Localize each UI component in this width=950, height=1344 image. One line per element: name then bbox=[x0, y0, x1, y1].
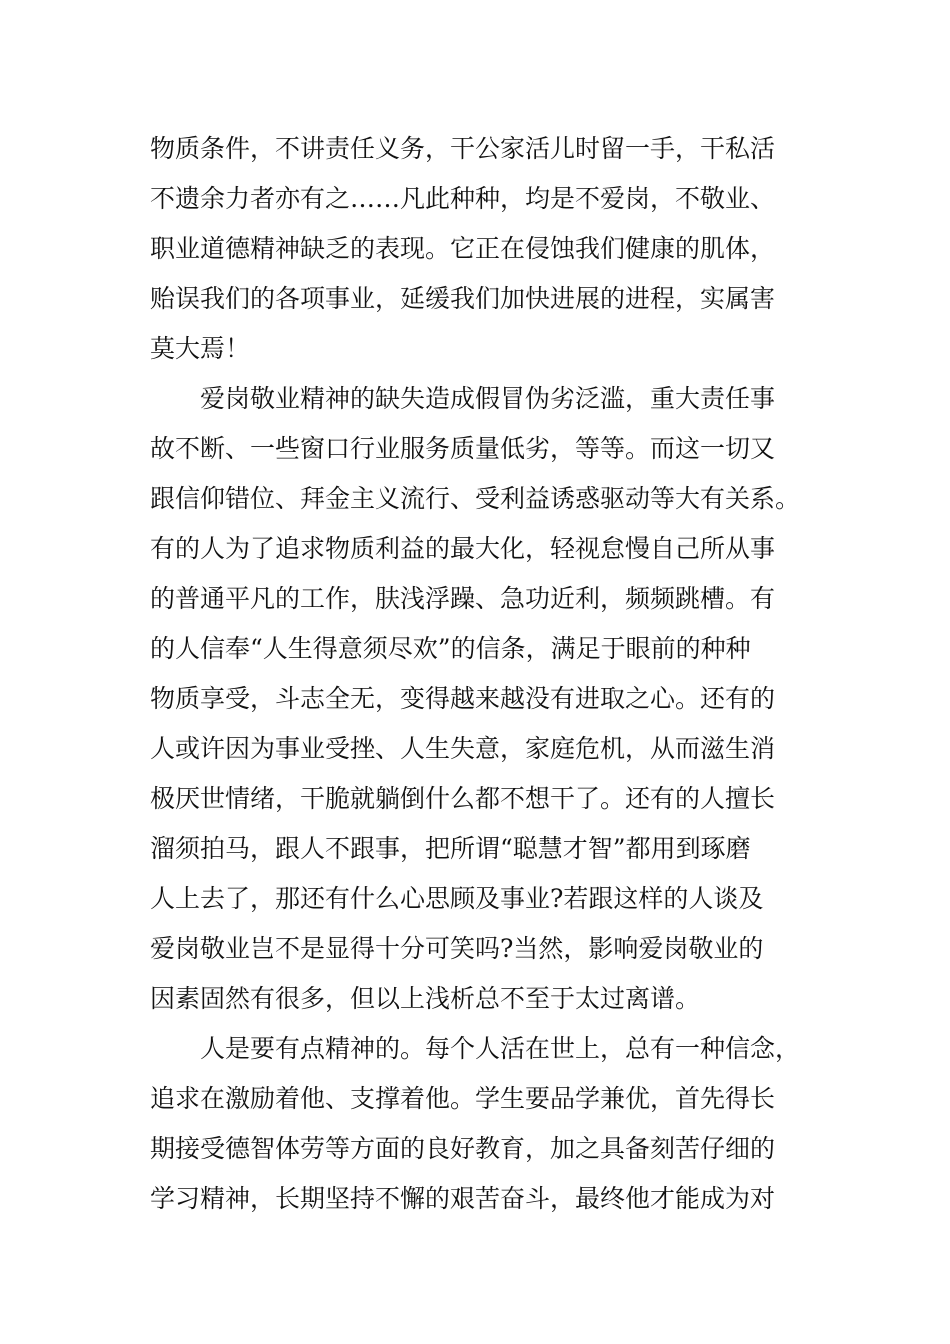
text-line: 跟信仰错位、拜金主义流行、受利益诱惑驱动等大有关系。 bbox=[150, 484, 801, 513]
text-line: 学习精神，长期坚持不懈的艰苦奋斗，最终他才能成为对 bbox=[150, 1184, 776, 1213]
text-line: 因素固然有很多，但以上浅析总不至于太过离谱。 bbox=[150, 984, 701, 1013]
text-line: 职业道德精神缺乏的表现。它正在侵蚀我们健康的肌体， bbox=[150, 234, 776, 263]
text-line: 人或许因为事业受挫、人生失意，家庭危机，从而滋生消 bbox=[150, 734, 776, 763]
body-text bbox=[150, 124, 810, 1224]
text-line: 物质享受，斗志全无，变得越来越没有进取之心。还有的 bbox=[150, 684, 776, 713]
text-line: 贻误我们的各项事业，延缓我们加快进展的进程，实属害 bbox=[150, 284, 776, 313]
text-line: 故不断、一些窗口行业服务质量低劣，等等。而这一切又 bbox=[150, 434, 776, 463]
text-line: 不遗余力者亦有之……凡此种种，均是不爱岗，不敬业、 bbox=[150, 184, 776, 213]
text-line: 期接受德智体劳等方面的良好教育，加之具备刻苦仔细的 bbox=[150, 1134, 776, 1163]
text-line: 的人信奉“人生得意须尽欢”的信条，满足于眼前的种种 bbox=[150, 634, 751, 663]
text-line: 莫大焉！ bbox=[150, 334, 251, 363]
text-line: 有的人为了追求物质利益的最大化，轻视怠慢自己所从事 bbox=[150, 534, 776, 563]
text-line: 爱岗敬业岂不是显得十分可笑吗?当然，影响爱岗敬业的 bbox=[150, 934, 764, 963]
text-line: 极厌世情绪，干脆就躺倒什么都不想干了。还有的人擅长 bbox=[150, 784, 776, 813]
text-line: 溜须拍马，跟人不跟事，把所谓“聪慧才智”都用到琢磨 bbox=[150, 834, 751, 863]
text-line: 追求在激励着他、支撑着他。学生要品学兼优，首先得长 bbox=[150, 1084, 776, 1113]
text-line: 人上去了，那还有什么心思顾及事业?若跟这样的人谈及 bbox=[150, 884, 764, 913]
text-line: 物质条件，不讲责任义务，干公家活儿时留一手，干私活 bbox=[150, 134, 776, 163]
text-line: 的普通平凡的工作，肤浅浮躁、急功近利，频频跳槽。有 bbox=[150, 584, 776, 613]
paragraph-first-line: 爱岗敬业精神的缺失造成假冒伪劣泛滥，重大责任事 bbox=[200, 384, 776, 413]
paragraph-first-line: 人是要有点精神的。每个人活在世上，总有一种信念， bbox=[200, 1034, 801, 1063]
